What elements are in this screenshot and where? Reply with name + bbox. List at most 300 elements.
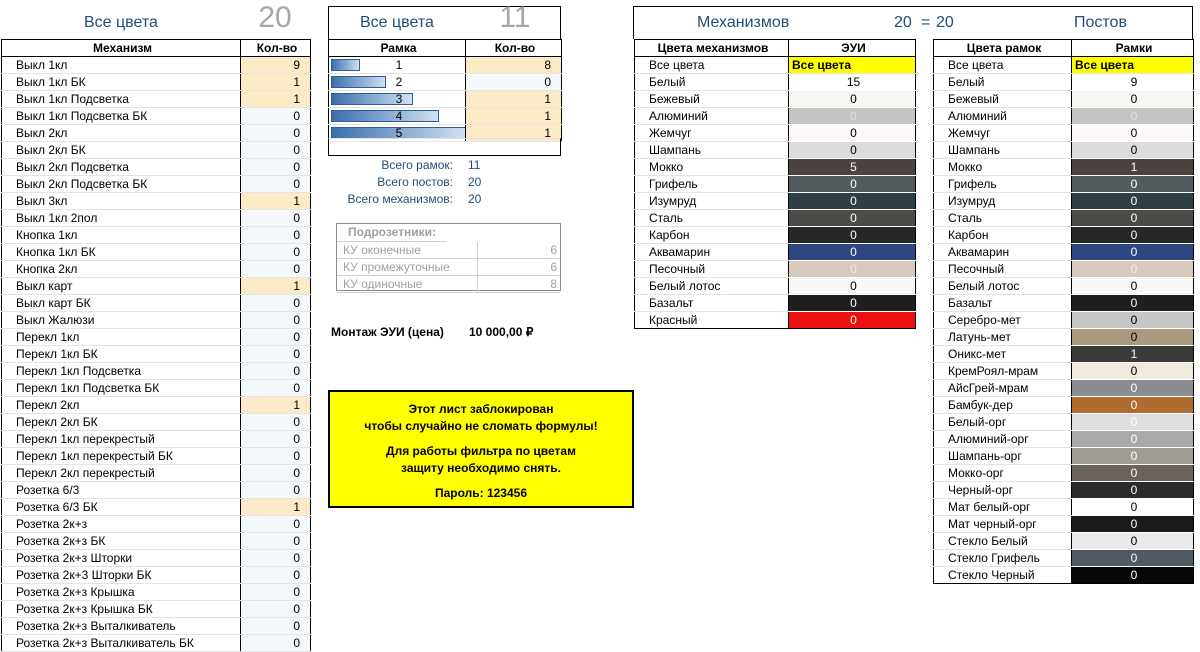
- color-quantity-cell[interactable]: 0: [1072, 431, 1194, 448]
- table-row: [934, 125, 1194, 142]
- notice-line-3: Для работы фильтра по цветам: [386, 444, 576, 458]
- mechanism-name: Перекл 1кл Подсветка: [2, 363, 241, 380]
- mechanism-quantity-cell[interactable]: 0: [241, 210, 311, 227]
- mechanism-name: Розетка 2к+з Крышка БК: [2, 601, 241, 618]
- mechanism-name: Перекл 1кл перекрестый: [2, 431, 241, 448]
- posts-summary-value: 20: [936, 14, 954, 31]
- color-name: Бежевый: [635, 91, 789, 108]
- frames-total-count: 11: [499, 1, 531, 34]
- table-row: [934, 227, 1194, 244]
- table-row: [329, 108, 562, 125]
- frames-table-footer: [328, 138, 561, 156]
- mechanism-name: Выкл Жалюзи: [2, 312, 241, 329]
- mechanism-name: Кнопка 2кл: [2, 261, 241, 278]
- mechanism-quantity-cell[interactable]: 1: [241, 74, 311, 91]
- mechanisms-filter-title: Все цвета: [84, 14, 158, 31]
- color-name: Бамбук-дер: [934, 397, 1072, 414]
- mechanism-name: Кнопка 1кл БК: [2, 244, 241, 261]
- frame-number: 1: [395, 58, 403, 72]
- table-row: [635, 261, 916, 278]
- mechanism-quantity-cell[interactable]: 0: [241, 108, 311, 125]
- color-name: Сталь: [934, 210, 1072, 227]
- color-quantity-cell[interactable]: 0: [1072, 244, 1194, 261]
- color-quantity-cell[interactable]: 0: [1072, 142, 1194, 159]
- table-row: [635, 210, 916, 227]
- color-quantity-cell[interactable]: 0: [789, 193, 916, 210]
- table-row: [934, 499, 1194, 516]
- mechanism-quantity-cell[interactable]: 0: [241, 363, 311, 380]
- table-row: [2, 363, 311, 380]
- color-quantity-cell[interactable]: 0: [1072, 329, 1194, 346]
- stat-value: 11: [468, 158, 481, 172]
- table-row: [934, 244, 1194, 261]
- color-name: Алюминий: [635, 108, 789, 125]
- mechanism-quantity-cell[interactable]: 0: [241, 482, 311, 499]
- table-row: [2, 329, 311, 346]
- stat-label: Всего рамок:: [381, 158, 453, 172]
- notice-line-1: Этот лист заблокирован: [408, 402, 554, 416]
- color-quantity-cell[interactable]: 0: [789, 278, 916, 295]
- table-row: [2, 380, 311, 397]
- table-row: [2, 210, 311, 227]
- color-quantity-cell[interactable]: 0: [789, 227, 916, 244]
- mechanism-quantity-cell[interactable]: 0: [241, 516, 311, 533]
- mechanism-quantity-cell[interactable]: 0: [241, 550, 311, 567]
- color-name: Мат черный-орг: [934, 516, 1072, 533]
- table-row: [635, 227, 916, 244]
- table-row: [2, 261, 311, 278]
- color-name: Аквамарин: [635, 244, 789, 261]
- color-name: Жемчуг: [635, 125, 789, 142]
- install-price-value: 10 000,00 ₽: [469, 325, 534, 339]
- color-quantity-cell[interactable]: 0: [789, 142, 916, 159]
- mechanisms-summary-label: Механизмов: [697, 14, 790, 31]
- color-quantity-cell[interactable]: 0: [1072, 499, 1194, 516]
- mechanism-name: Выкл 2кл: [2, 125, 241, 142]
- wall-box-label: КУ оконечные: [337, 242, 478, 258]
- stat-value: 20: [468, 175, 482, 189]
- color-name: Латунь-мет: [934, 329, 1072, 346]
- mechanism-column-header: Механизм: [2, 40, 241, 57]
- frame-cell: [329, 91, 466, 108]
- color-quantity-cell[interactable]: 0: [1072, 125, 1194, 142]
- mechanism-quantity-cell[interactable]: 0: [241, 227, 311, 244]
- color-quantity-cell[interactable]: 0: [789, 210, 916, 227]
- color-name: Шампань: [934, 142, 1072, 159]
- color-quantity-cell[interactable]: 0: [1072, 210, 1194, 227]
- table-row: [635, 278, 916, 295]
- table-row: [2, 397, 311, 414]
- mechanism-quantity-cell[interactable]: 0: [241, 431, 311, 448]
- color-name: Аквамарин: [934, 244, 1072, 261]
- table-row: [934, 533, 1194, 550]
- table-row: [934, 414, 1194, 431]
- frame-quantity-cell[interactable]: 0: [466, 74, 562, 91]
- mechanism-quantity-cell[interactable]: 1: [241, 278, 311, 295]
- color-name: Алюминий: [934, 108, 1072, 125]
- mechanism-name: Перекл 2кл перекрестый: [2, 465, 241, 482]
- table-row: [635, 193, 916, 210]
- table-row: [329, 57, 562, 74]
- frame-colors-table: [933, 39, 1194, 584]
- posts-summary-label: Постов: [1074, 14, 1127, 31]
- color-name: Сталь: [635, 210, 789, 227]
- color-quantity-cell[interactable]: 0: [1072, 465, 1194, 482]
- table-row: [2, 618, 311, 635]
- color-quantity-cell[interactable]: 0: [1072, 516, 1194, 533]
- color-name: Базальт: [934, 295, 1072, 312]
- color-quantity-cell[interactable]: 0: [1072, 176, 1194, 193]
- wall-box-label: КУ одиночные: [337, 276, 478, 292]
- mechanism-quantity-cell[interactable]: 0: [241, 584, 311, 601]
- mechanism-quantity-cell[interactable]: 0: [241, 414, 311, 431]
- frame-quantity-cell[interactable]: 1: [466, 125, 562, 142]
- color-quantity-cell[interactable]: 0: [1072, 91, 1194, 108]
- wall-box-value: 6: [550, 243, 557, 257]
- table-row: [934, 295, 1194, 312]
- color-quantity-cell[interactable]: 0: [1072, 448, 1194, 465]
- frame-quantity-cell[interactable]: 1: [466, 91, 562, 108]
- mechanism-name: Перекл 1кл перекрестый БК: [2, 448, 241, 465]
- mechanism-quantity-cell[interactable]: 0: [241, 329, 311, 346]
- color-name: Карбон: [934, 227, 1072, 244]
- mechanism-name: Перекл 2кл: [2, 397, 241, 414]
- color-quantity-cell[interactable]: 0: [789, 108, 916, 125]
- mechanisms-summary-value: 20: [894, 14, 912, 31]
- color-quantity-cell[interactable]: 1: [1072, 346, 1194, 363]
- mechanism-quantity-cell[interactable]: 9: [241, 57, 311, 74]
- color-name: Черный-орг: [934, 482, 1072, 499]
- table-row: [2, 567, 311, 584]
- mechanism-quantity-cell[interactable]: 0: [241, 448, 311, 465]
- mechanism-name: Кнопка 1кл: [2, 227, 241, 244]
- color-quantity-cell[interactable]: 0: [1072, 397, 1194, 414]
- color-quantity-cell[interactable]: 0: [1072, 414, 1194, 431]
- color-quantity-cell[interactable]: 0: [789, 261, 916, 278]
- table-row: [934, 380, 1194, 397]
- mechanism-quantity-cell[interactable]: 0: [241, 244, 311, 261]
- mechanism-quantity-cell[interactable]: 0: [241, 125, 311, 142]
- mechanism-name: Выкл 1кл: [2, 57, 241, 74]
- table-row: [2, 159, 311, 176]
- table-row: [635, 244, 916, 261]
- frame-quantity-cell[interactable]: 1: [466, 108, 562, 125]
- table-row: [2, 550, 311, 567]
- table-row: [2, 499, 311, 516]
- table-row: [934, 261, 1194, 278]
- mechanism-name: Выкл 1кл 2пол: [2, 210, 241, 227]
- color-name: Мокко: [934, 159, 1072, 176]
- color-name: Белый-орг: [934, 414, 1072, 431]
- color-quantity-cell[interactable]: 9: [1072, 74, 1194, 91]
- stat-label: Всего механизмов:: [347, 192, 453, 206]
- color-quantity-cell[interactable]: 0: [789, 125, 916, 142]
- frame-data-bar: [331, 59, 360, 71]
- frame-data-bar: [331, 76, 386, 88]
- stat-row: [328, 174, 561, 191]
- color-filter-row: [934, 57, 1194, 74]
- table-row: [2, 635, 311, 652]
- mechanism-quantity-cell[interactable]: 1: [241, 193, 311, 210]
- eui-column-header: ЭУИ: [789, 40, 916, 57]
- mechanism-quantity-cell[interactable]: 0: [241, 601, 311, 618]
- color-filter-dropdown[interactable]: Все цвета: [789, 57, 916, 74]
- color-quantity-cell[interactable]: 0: [789, 176, 916, 193]
- frame-cell: [329, 57, 466, 74]
- color-quantity-cell[interactable]: 0: [1072, 108, 1194, 125]
- mechanism-name: Розетка 2к+з: [2, 516, 241, 533]
- color-name: Стекло Белый: [934, 533, 1072, 550]
- frame-number: 4: [395, 109, 403, 123]
- frame-cell: [329, 108, 466, 125]
- table-row: [934, 482, 1194, 499]
- table-row: [2, 125, 311, 142]
- color-name: КремРоял-мрам: [934, 363, 1072, 380]
- mechanism-name: Выкл карт БК: [2, 295, 241, 312]
- table-row: [934, 329, 1194, 346]
- mechanism-quantity-cell[interactable]: 1: [241, 499, 311, 516]
- table-row: [934, 312, 1194, 329]
- table-row: [635, 74, 916, 91]
- color-name: Белый лотос: [934, 278, 1072, 295]
- color-quantity-cell[interactable]: 0: [1072, 261, 1194, 278]
- mechanisms-total-count: 20: [258, 1, 292, 34]
- stat-value: 20: [468, 192, 482, 206]
- table-row: [2, 533, 311, 550]
- color-quantity-cell[interactable]: 0: [1072, 482, 1194, 499]
- mechanism-quantity-cell[interactable]: 0: [241, 380, 311, 397]
- color-name: Алюминий-орг: [934, 431, 1072, 448]
- table-row: [934, 431, 1194, 448]
- mechanism-colors-table: [634, 39, 916, 329]
- table-row: [2, 431, 311, 448]
- mechanism-name: Розетка 2к+з БК: [2, 533, 241, 550]
- table-row: [934, 210, 1194, 227]
- color-name: Стекло Грифель: [934, 550, 1072, 567]
- table-row: [2, 57, 311, 74]
- mechanism-name: Выкл 2кл Подсветка БК: [2, 176, 241, 193]
- color-name: Бежевый: [934, 91, 1072, 108]
- color-name: Изумруд: [934, 193, 1072, 210]
- color-name: Мат белый-орг: [934, 499, 1072, 516]
- notice-line-4: защиту необходимо снять.: [401, 461, 561, 475]
- table-row: [2, 601, 311, 618]
- table-row: [2, 91, 311, 108]
- color-name: Жемчуг: [934, 125, 1072, 142]
- color-name: Изумруд: [635, 193, 789, 210]
- mechanism-quantity-cell[interactable]: 1: [241, 91, 311, 108]
- notice-line-2: чтобы случайно не сломать формулы!: [364, 419, 598, 433]
- frame-qty-column-header: Кол-во: [466, 40, 562, 57]
- frames-column-header: Рамки: [1072, 40, 1194, 57]
- mechanism-quantity-cell[interactable]: 0: [241, 618, 311, 635]
- wall-box-row: [337, 276, 560, 293]
- color-quantity-cell[interactable]: 0: [1072, 550, 1194, 567]
- mechanism-name: Выкл 2кл Подсветка: [2, 159, 241, 176]
- table-row: [934, 363, 1194, 380]
- table-row: [2, 312, 311, 329]
- color-quantity-cell[interactable]: 0: [789, 295, 916, 312]
- mechanism-name: Розетка 6/3: [2, 482, 241, 499]
- table-row: [635, 91, 916, 108]
- table-row: [934, 278, 1194, 295]
- table-row: [635, 176, 916, 193]
- color-quantity-cell[interactable]: 1: [1072, 159, 1194, 176]
- color-quantity-cell[interactable]: 0: [1072, 278, 1194, 295]
- frame-number: 3: [395, 92, 403, 106]
- color-quantity-cell[interactable]: 0: [1072, 312, 1194, 329]
- table-row: [2, 227, 311, 244]
- mechanism-quantity-cell[interactable]: 0: [241, 159, 311, 176]
- mechanism-quantity-cell[interactable]: 0: [241, 261, 311, 278]
- color-name: Белый: [635, 74, 789, 91]
- stat-row: [328, 191, 561, 208]
- notice-password: Пароль: 123456: [434, 486, 528, 500]
- mechanism-quantity-cell[interactable]: 0: [241, 533, 311, 550]
- frame-colors-header: Цвета рамок: [934, 40, 1072, 57]
- mechanism-quantity-cell[interactable]: 0: [241, 142, 311, 159]
- table-row: [2, 295, 311, 312]
- mechanism-quantity-cell[interactable]: 0: [241, 346, 311, 363]
- mechanism-name: Перекл 1кл: [2, 329, 241, 346]
- color-quantity-cell[interactable]: 0: [789, 91, 916, 108]
- table-row: [934, 108, 1194, 125]
- mechanism-quantity-cell[interactable]: 0: [241, 465, 311, 482]
- color-name: Грифель: [635, 176, 789, 193]
- mechanism-name: Розетка 2к+з Выталкиватель: [2, 618, 241, 635]
- mechanism-name: Выкл 1кл БК: [2, 74, 241, 91]
- stat-label: Всего постов:: [377, 175, 453, 189]
- color-name: Песочный: [934, 261, 1072, 278]
- mechanism-name: Розетка 2к+з Выталкиватель БК: [2, 635, 241, 652]
- frame-quantity-cell[interactable]: 8: [466, 57, 562, 74]
- table-row: [2, 244, 311, 261]
- color-quantity-cell[interactable]: 0: [1072, 533, 1194, 550]
- color-name: Красный: [635, 312, 789, 329]
- wall-box-label: КУ промежуточные: [337, 259, 478, 275]
- color-quantity-cell[interactable]: 0: [1072, 567, 1194, 584]
- frames-stats: [328, 157, 561, 208]
- color-name: Песочный: [635, 261, 789, 278]
- table-row: [934, 91, 1194, 108]
- mechanism-name: Перекл 1кл БК: [2, 346, 241, 363]
- table-row: [2, 414, 311, 431]
- color-name: Грифель: [934, 176, 1072, 193]
- color-name: Базальт: [635, 295, 789, 312]
- table-row: [934, 465, 1194, 482]
- wall-boxes-title: Подрозетники:: [337, 224, 447, 242]
- mechanism-name: Розетка 2к+з Крышка: [2, 584, 241, 601]
- table-row: [2, 584, 311, 601]
- table-row: [934, 159, 1194, 176]
- mechanism-quantity-cell[interactable]: 0: [241, 635, 311, 652]
- wall-boxes-panel: [336, 223, 561, 291]
- color-filter-dropdown[interactable]: Все цвета: [1072, 57, 1194, 74]
- color-quantity-cell[interactable]: 0: [1072, 193, 1194, 210]
- mechanism-name: Выкл 2кл БК: [2, 142, 241, 159]
- table-row: [635, 142, 916, 159]
- color-name: Серебро-мет: [934, 312, 1072, 329]
- mechanism-name: Розетка 2к+3 Шторки БК: [2, 567, 241, 584]
- mechanism-name: Розетка 6/3 БК: [2, 499, 241, 516]
- color-name: АйсГрей-мрам: [934, 380, 1072, 397]
- install-price-label: Монтаж ЭУИ (цена): [331, 325, 444, 339]
- table-row: [2, 346, 311, 363]
- table-row: [934, 176, 1194, 193]
- color-quantity-cell[interactable]: 0: [789, 312, 916, 329]
- table-row: [934, 550, 1194, 567]
- color-name: Шампань: [635, 142, 789, 159]
- mechanism-quantity-cell[interactable]: 0: [241, 176, 311, 193]
- frames-table: [328, 39, 562, 142]
- color-name: Оникс-мет: [934, 346, 1072, 363]
- table-row: [934, 448, 1194, 465]
- color-quantity-cell[interactable]: 15: [789, 74, 916, 91]
- mechanism-name: Выкл 1кл Подсветка: [2, 91, 241, 108]
- color-quantity-cell[interactable]: 0: [1072, 295, 1194, 312]
- color-quantity-cell[interactable]: 0: [1072, 380, 1194, 397]
- table-row: [934, 516, 1194, 533]
- color-name: Мокко-орг: [934, 465, 1072, 482]
- frame-cell: [329, 74, 466, 91]
- mechanism-quantity-cell[interactable]: 0: [241, 312, 311, 329]
- mechanism-name: Перекл 1кл Подсветка БК: [2, 380, 241, 397]
- table-row: [2, 448, 311, 465]
- frames-filter-title: Все цвета: [360, 14, 434, 31]
- frame-data-bar: [331, 110, 439, 122]
- color-quantity-cell[interactable]: 0: [1072, 227, 1194, 244]
- quantity-column-header: Кол-во: [241, 40, 311, 57]
- mechanism-colors-header: Цвета механизмов: [635, 40, 789, 57]
- table-row: [934, 397, 1194, 414]
- table-row: [2, 465, 311, 482]
- mechanism-quantity-cell[interactable]: 0: [241, 295, 311, 312]
- table-row: [635, 108, 916, 125]
- color-name: Белый: [934, 74, 1072, 91]
- wall-box-row: [337, 242, 560, 259]
- color-name: Карбон: [635, 227, 789, 244]
- table-row: [2, 108, 311, 125]
- color-quantity-cell[interactable]: 0: [789, 244, 916, 261]
- stat-row: [328, 157, 561, 174]
- summary-equals: =: [921, 14, 931, 31]
- mechanism-quantity-cell[interactable]: 1: [241, 397, 311, 414]
- color-name: Белый лотос: [635, 278, 789, 295]
- mechanism-quantity-cell[interactable]: 0: [241, 567, 311, 584]
- mechanisms-table: [1, 39, 311, 652]
- mechanism-name: Выкл 3кл: [2, 193, 241, 210]
- table-row: [2, 74, 311, 91]
- frame-number: 5: [395, 126, 403, 140]
- color-quantity-cell[interactable]: 0: [1072, 363, 1194, 380]
- table-row: [2, 516, 311, 533]
- table-row: [635, 295, 916, 312]
- table-row: [2, 176, 311, 193]
- wall-box-value: 8: [550, 277, 557, 291]
- mechanism-name: Выкл 1кл Подсветка БК: [2, 108, 241, 125]
- frame-number: 2: [395, 75, 403, 89]
- sheet-locked-notice: [328, 390, 634, 508]
- wall-box-row: [337, 259, 560, 276]
- table-row: [2, 278, 311, 295]
- color-quantity-cell[interactable]: 5: [789, 159, 916, 176]
- mechanism-name: Розетка 2к+з Шторки: [2, 550, 241, 567]
- wall-box-value: 6: [550, 260, 557, 274]
- table-row: [934, 567, 1194, 584]
- color-name: Стекло Черный: [934, 567, 1072, 584]
- table-row: [635, 312, 916, 329]
- table-row: [329, 91, 562, 108]
